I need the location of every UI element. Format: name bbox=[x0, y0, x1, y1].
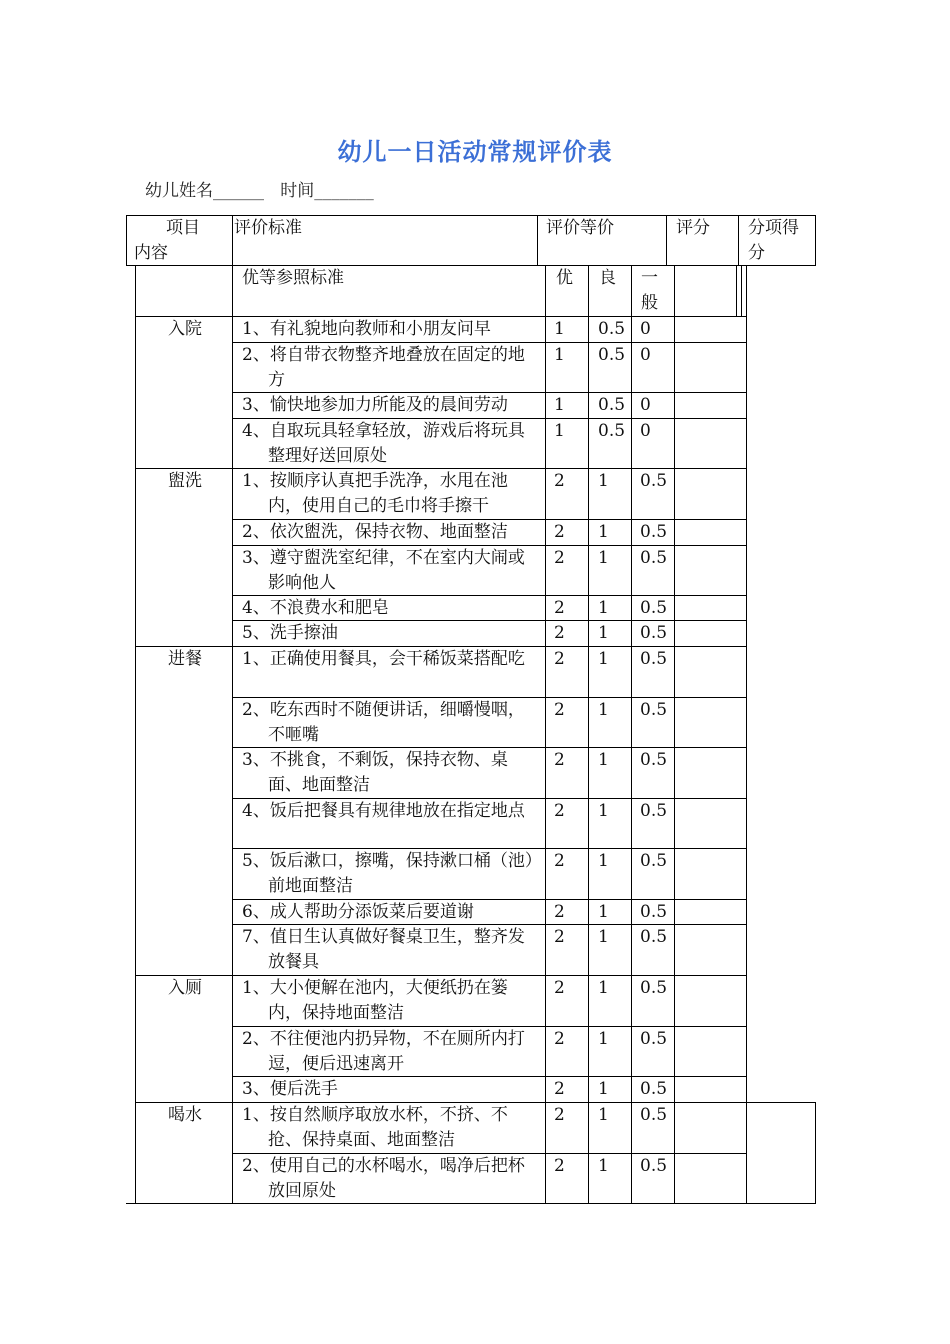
average-score: 0 bbox=[640, 421, 651, 441]
table-rule bbox=[738, 215, 739, 265]
excellent-score: 2 bbox=[554, 1079, 565, 1099]
good-score: 1 bbox=[598, 548, 609, 568]
good-score: 0.5 bbox=[598, 421, 626, 441]
table-rule bbox=[545, 265, 546, 316]
average-score: 0.5 bbox=[640, 801, 668, 821]
excellent-score: 1 bbox=[554, 345, 565, 365]
excellent-score: 2 bbox=[554, 522, 565, 542]
average-score: 0.5 bbox=[640, 649, 668, 669]
criterion-text: 1、按顺序认真把手洗净，水甩在池内，使用自己的毛巾将手擦干 bbox=[242, 471, 508, 516]
table-rule bbox=[232, 265, 233, 316]
criterion-text: 4、饭后把餐具有规律地放在指定地点 bbox=[242, 801, 525, 821]
table-rule bbox=[537, 215, 538, 265]
table-rule bbox=[815, 215, 816, 265]
table-rule bbox=[588, 265, 589, 316]
time-label: 时间_______ bbox=[280, 181, 374, 201]
table-rule bbox=[746, 265, 747, 316]
table-rule bbox=[666, 215, 667, 265]
average-score: 0.5 bbox=[640, 1156, 668, 1176]
average-score: 0.5 bbox=[640, 750, 668, 770]
average-score: 0.5 bbox=[640, 623, 668, 643]
good-score: 1 bbox=[598, 649, 609, 669]
good-score: 1 bbox=[598, 522, 609, 542]
criterion-text: 7、值日生认真做好餐桌卫生，整齐发放餐具 bbox=[242, 927, 525, 972]
table-rule bbox=[746, 1102, 816, 1103]
subheading bbox=[145, 176, 374, 201]
excellent-score: 2 bbox=[554, 1156, 565, 1176]
excellent-score: 2 bbox=[554, 750, 565, 770]
average-score: 0 bbox=[640, 395, 651, 415]
criterion-text: 5、饭后漱口，擦嘴，保持漱口桶（池）前地面整洁 bbox=[242, 851, 534, 896]
average-score: 0.5 bbox=[640, 471, 668, 491]
excellent-score: 2 bbox=[554, 902, 565, 922]
criterion-text: 3、遵守盥洗室纪律，不在室内大闹或影响他人 bbox=[242, 548, 525, 593]
excellent-score: 2 bbox=[554, 598, 565, 618]
good-score: 0.5 bbox=[598, 395, 626, 415]
criterion-text: 3、愉快地参加力所能及的晨间劳动 bbox=[242, 395, 508, 415]
category-label: 喝水 bbox=[168, 1105, 202, 1125]
table-rule bbox=[588, 316, 589, 1203]
subheader-average: 一 般 bbox=[641, 268, 658, 313]
table-rule bbox=[746, 316, 747, 1203]
category-label: 入厕 bbox=[168, 978, 202, 998]
table-rule bbox=[815, 1102, 816, 1203]
header-criteria: 评价标准 bbox=[234, 218, 302, 238]
average-score: 0.5 bbox=[640, 1079, 668, 1099]
excellent-score: 2 bbox=[554, 700, 565, 720]
excellent-score: 2 bbox=[554, 978, 565, 998]
average-score: 0.5 bbox=[640, 978, 668, 998]
criterion-text: 2、吃东西时不随便讲话，细嚼慢咽，不咂嘴 bbox=[242, 700, 525, 745]
header-item-content: 项目 内容 bbox=[134, 218, 200, 263]
criterion-text: 3、便后洗手 bbox=[242, 1079, 338, 1099]
subheader-good: 良 bbox=[599, 268, 616, 288]
criterion-text: 1、大小便解在池内，大便纸扔在篓内，保持地面整洁 bbox=[242, 978, 508, 1023]
criterion-text: 1、有礼貌地向教师和小朋友问早 bbox=[242, 319, 491, 339]
good-score: 0.5 bbox=[598, 345, 626, 365]
criterion-text: 5、洗手擦油 bbox=[242, 623, 338, 643]
criterion-text: 2、不往便池内扔异物，不在厕所内打逗，便后迅速离开 bbox=[242, 1029, 525, 1074]
table-rule bbox=[232, 316, 233, 1203]
good-score: 1 bbox=[598, 623, 609, 643]
average-score: 0.5 bbox=[640, 700, 668, 720]
good-score: 1 bbox=[598, 902, 609, 922]
good-score: 1 bbox=[598, 927, 609, 947]
average-score: 0.5 bbox=[640, 851, 668, 871]
table-rule bbox=[126, 215, 127, 265]
excellent-score: 2 bbox=[554, 548, 565, 568]
excellent-score: 2 bbox=[554, 1029, 565, 1049]
good-score: 1 bbox=[598, 978, 609, 998]
good-score: 1 bbox=[598, 1079, 609, 1099]
good-score: 1 bbox=[598, 700, 609, 720]
header-grades: 评价等价 bbox=[546, 218, 614, 238]
table-rule bbox=[135, 316, 136, 1203]
category-label: 盥洗 bbox=[168, 471, 202, 491]
good-score: 1 bbox=[598, 471, 609, 491]
average-score: 0.5 bbox=[640, 1029, 668, 1049]
good-score: 1 bbox=[598, 1156, 609, 1176]
average-score: 0.5 bbox=[640, 522, 668, 542]
good-score: 0.5 bbox=[598, 319, 626, 339]
excellent-score: 1 bbox=[554, 421, 565, 441]
criterion-text: 1、正确使用餐具，会干稀饭菜搭配吃 bbox=[242, 649, 525, 669]
excellent-score: 2 bbox=[554, 1105, 565, 1125]
average-score: 0 bbox=[640, 319, 651, 339]
criterion-text: 4、不浪费水和肥皂 bbox=[242, 598, 389, 618]
good-score: 1 bbox=[598, 851, 609, 871]
excellent-score: 2 bbox=[554, 649, 565, 669]
excellent-score: 1 bbox=[554, 319, 565, 339]
good-score: 1 bbox=[598, 1105, 609, 1125]
table-rule bbox=[135, 265, 136, 316]
average-score: 0.5 bbox=[640, 927, 668, 947]
table-rule bbox=[545, 316, 546, 1203]
good-score: 1 bbox=[598, 1029, 609, 1049]
average-score: 0.5 bbox=[640, 548, 668, 568]
child-name-label: 幼儿姓名______ bbox=[145, 181, 264, 201]
excellent-score: 2 bbox=[554, 927, 565, 947]
average-score: 0.5 bbox=[640, 598, 668, 618]
excellent-score: 2 bbox=[554, 471, 565, 491]
table-rule bbox=[741, 265, 742, 316]
criterion-text: 1、按自然顺序取放水杯，不挤、不抢、保持桌面、地面整洁 bbox=[242, 1105, 508, 1150]
table-rule bbox=[631, 265, 632, 316]
header-score: 评分 bbox=[676, 218, 710, 238]
criterion-text: 2、依次盥洗，保持衣物、地面整洁 bbox=[242, 522, 508, 542]
criterion-text: 2、使用自己的水杯喝水，喝净后把杯放回原处 bbox=[242, 1156, 525, 1201]
excellent-score: 2 bbox=[554, 623, 565, 643]
category-label: 入院 bbox=[168, 319, 202, 339]
good-score: 1 bbox=[598, 598, 609, 618]
good-score: 1 bbox=[598, 750, 609, 770]
excellent-score: 2 bbox=[554, 801, 565, 821]
table-rule bbox=[631, 316, 632, 1203]
page-title: 幼儿一日活动常规评价表 bbox=[337, 137, 613, 166]
criterion-text: 3、不挑食，不剩饭，保持衣物、桌面、地面整洁 bbox=[242, 750, 508, 795]
criterion-text: 4、自取玩具轻拿轻放，游戏后将玩具整理好送回原处 bbox=[242, 421, 525, 466]
table-rule bbox=[232, 215, 233, 265]
category-label: 进餐 bbox=[168, 649, 202, 669]
subheader-excellent: 优 bbox=[556, 268, 573, 288]
average-score: 0.5 bbox=[640, 902, 668, 922]
good-score: 1 bbox=[598, 801, 609, 821]
subheader-reference: 优等参照标准 bbox=[242, 268, 344, 288]
average-score: 0.5 bbox=[640, 1105, 668, 1125]
average-score: 0 bbox=[640, 345, 651, 365]
criterion-text: 6、成人帮助分添饭菜后要道谢 bbox=[242, 902, 474, 922]
table-rule bbox=[674, 316, 675, 1203]
table-rule bbox=[736, 265, 737, 316]
criterion-text: 2、将自带衣物整齐地叠放在固定的地方 bbox=[242, 345, 525, 390]
table-rule bbox=[674, 265, 675, 316]
excellent-score: 2 bbox=[554, 851, 565, 871]
excellent-score: 1 bbox=[554, 395, 565, 415]
header-sub-score: 分项得 分 bbox=[748, 218, 799, 263]
